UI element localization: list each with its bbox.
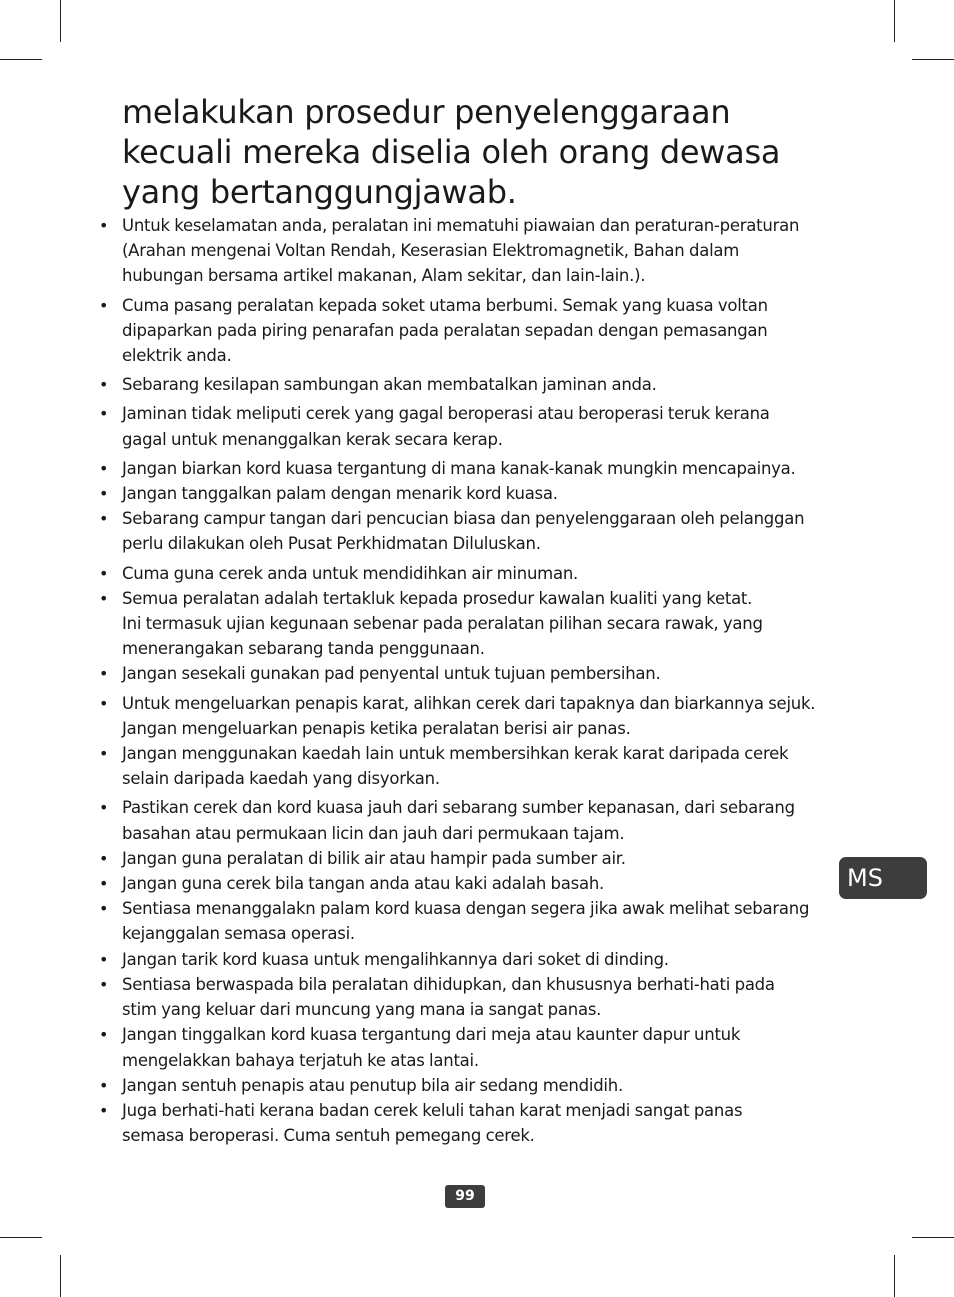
list-item: [0, 1022, 842, 1072]
bullet-icon: •: [99, 949, 109, 969]
list-item-text: Jangan biarkan kord kuasa tergantung di mana kanak-kanak mungkin mencapainya.: [122, 458, 796, 478]
crop-mark: [894, 1255, 895, 1297]
bullet-icon: •: [99, 693, 109, 713]
page-number: 99: [445, 1185, 485, 1208]
bullet-icon: •: [99, 974, 109, 994]
list-item-text: Untuk keselamatan anda, peralatan ini mematuhi piawaian dan peraturan-peraturan (Arahan mengenai Voltan Rendah, Keserasian Elektromagnetik, Bahan dalam hubungan bersama artikel makanan, Alam sekitar, dan lain-lain.).: [122, 216, 800, 286]
list-item: [0, 401, 842, 451]
bullet-icon: •: [99, 216, 109, 235]
list-item: [0, 871, 842, 896]
bullet-icon: •: [99, 744, 109, 764]
list-item: [0, 691, 842, 741]
list-item: [0, 1098, 842, 1148]
list-item: [0, 896, 842, 946]
list-item-text: Sentiasa berwaspada bila peralatan dihidupkan, dan khususnya berhati-hati pada stim yang keluar dari muncung yang mana ia sangat panas.: [122, 974, 775, 1020]
bullet-icon: •: [99, 404, 109, 424]
crop-mark: [0, 59, 42, 60]
bullet-icon: •: [99, 588, 109, 608]
list-item-text: Untuk mengeluarkan penapis karat, alihkan cerek dari tapaknya dan biarkannya sejuk. Jangan mengeluarkan penapis ketika peralatan berisi air panas.: [122, 693, 816, 738]
bullet-icon: •: [99, 375, 109, 395]
crop-mark: [912, 59, 954, 60]
list-item-text: Jangan tarik kord kuasa untuk mengalihkannya dari soket di dinding.: [122, 949, 669, 969]
section-heading: melakukan prosedur penyelenggaraan kecuali mereka diselia oleh orang dewasa yang bertanggungjawab.: [122, 93, 781, 211]
crop-mark: [60, 1255, 61, 1297]
bullet-icon: •: [99, 458, 109, 478]
crop-mark: [60, 0, 61, 42]
crop-mark: [894, 0, 895, 42]
list-item: [0, 661, 842, 686]
list-item-text: Jangan sentuh penapis atau penutup bila air sedang mendidih.: [122, 1075, 623, 1095]
list-item: [0, 456, 842, 481]
list-item: [0, 506, 842, 556]
list-item: [0, 372, 842, 397]
crop-mark: [912, 1237, 954, 1238]
list-item-text: Cuma guna cerek anda untuk mendidihkan air minuman.: [122, 563, 579, 583]
list-item-text: Semua peralatan adalah tertakluk kepada prosedur kawalan kualiti yang ketat. Ini termasuk ujian kegunaan sebenar pada peralatan pilihan secara rawak, yang menerangakan sebarang tanda penggunaan.: [122, 588, 763, 659]
list-item-text: Jangan guna cerek bila tangan anda atau kaki adalah basah.: [122, 874, 605, 894]
list-item-text: Jangan guna peralatan di bilik air atau hampir pada sumber air.: [122, 848, 626, 868]
list-item-text: Jangan menggunakan kaedah lain untuk membersihkan kerak karat daripada cerek selain daripada kaedah yang disyorkan.: [122, 744, 789, 789]
bullet-icon: •: [99, 899, 109, 919]
list-item: [0, 846, 842, 871]
list-item-text: Sentiasa menanggalakn palam kord kuasa dengan segera jika awak melihat sebarang kejanggalan semasa operasi.: [122, 899, 810, 944]
list-item: [0, 561, 842, 586]
list-item-text: Jangan sesekali gunakan pad penyental untuk tujuan pembersihan.: [122, 664, 661, 684]
safety-instructions-list: [0, 213, 954, 1148]
bullet-icon: •: [99, 1100, 109, 1120]
list-item-text: Pastikan cerek dan kord kuasa jauh dari sebarang sumber kepanasan, dari sebarang basahan atau permukaan licin dan jauh dari permukaan tajam.: [122, 798, 795, 843]
bullet-icon: •: [99, 848, 109, 868]
list-item: [0, 481, 842, 506]
list-item-text: Jangan tinggalkan kord kuasa tergantung dari meja atau kaunter dapur untuk mengelakkan bahaya terjatuh ke atas lantai.: [122, 1025, 741, 1070]
bullet-icon: •: [99, 484, 109, 504]
list-item-text: Sebarang kesilapan sambungan akan membatalkan jaminan anda.: [122, 375, 657, 395]
list-item: [0, 795, 842, 845]
bullet-icon: •: [99, 509, 109, 529]
list-item: [0, 586, 842, 662]
bullet-icon: •: [99, 664, 109, 684]
bullet-icon: •: [99, 798, 109, 818]
list-item-text: Jangan tanggalkan palam dengan menarik kord kuasa.: [122, 484, 558, 504]
list-item: [0, 1073, 842, 1098]
bullet-icon: •: [99, 874, 109, 894]
list-item: [0, 947, 842, 972]
bullet-icon: •: [99, 295, 109, 315]
list-item: [0, 213, 842, 289]
list-item: [0, 293, 842, 369]
list-item-text: Jaminan tidak meliputi cerek yang gagal beroperasi atau beroperasi teruk kerana gagal untuk menanggalkan kerak secara kerap.: [122, 404, 770, 449]
list-item-text: Cuma pasang peralatan kepada soket utama berbumi. Semak yang kuasa voltan dipaparkan pada piring penarafan pada peralatan sepadan dengan pemasangan elektrik anda.: [122, 295, 768, 366]
list-item: [0, 972, 842, 1022]
bullet-icon: •: [99, 1025, 109, 1045]
list-item-text: Juga berhati-hati kerana badan cerek keluli tahan karat menjadi sangat panas semasa beroperasi. Cuma sentuh pemegang cerek.: [122, 1100, 743, 1146]
language-tab: MS: [839, 857, 927, 899]
bullet-icon: •: [99, 1075, 109, 1095]
list-item: [0, 741, 842, 791]
crop-mark: [0, 1237, 42, 1238]
bullet-icon: •: [99, 563, 109, 583]
list-item-text: Sebarang campur tangan dari pencucian biasa dan penyelenggaraan oleh pelanggan perlu dilakukan oleh Pusat Perkhidmatan Diluluskan.: [122, 509, 805, 554]
